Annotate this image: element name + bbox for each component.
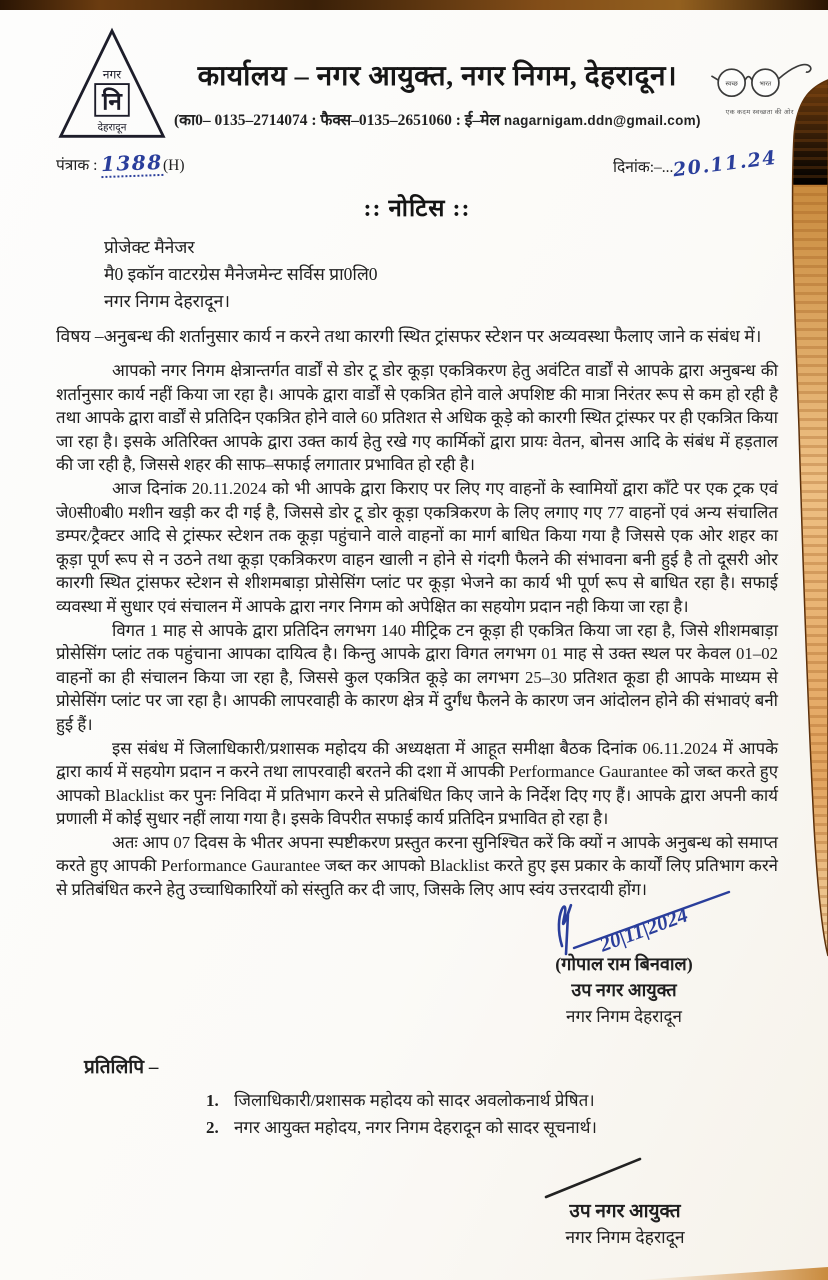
letter-number-handwritten: 1388 xyxy=(100,149,164,177)
recipient-block xyxy=(104,234,778,315)
signatory-title: उप नगर आयुक्त xyxy=(571,979,677,1000)
swachh-tagline: एक कदम स्वच्छता की ओर xyxy=(725,109,794,116)
scan-edge-right xyxy=(782,4,828,984)
subject-line xyxy=(56,323,778,349)
signatory-org: नगर निगम देहरादून xyxy=(566,1006,682,1026)
phone-fax-text: (का0– 0135–2714074 : फैक्स–0135–2651060 : ई–मेल xyxy=(174,112,500,129)
copy-item-2 xyxy=(206,1114,778,1141)
footer-signatory-org: नगर निगम देहरादून xyxy=(565,1226,685,1247)
logo-text-middle: नि xyxy=(102,88,122,116)
body-paragraph-1: आपको नगर निगम क्षेत्रान्तर्गत वार्डों से डोर टू डोर कूड़ा एकत्रिकरण हेतु अवंटित वार्डों से आपके द्वारा अनुबन्ध की शर्तानुसार कार्य नहीं किया जा रहा है। आपके द्वारा वार्डों से एकत्रित होने वाले अपशिष्ट की मात्रा निरंतर रूप से कम हो रही है तथा आपके द्वारा वार्डों से प्रतिदिन एकत्रित होने वाले 60 प्रतिशत से अधिक कूड़े को कारगी स्थित ट्रांस्फर पर ही एकत्रित किया जा रहा है। इसके अतिरिक्त आपके द्वारा उक्त कार्य हेतु रखे गए कार्मिकों द्वारा प्रायः वेतन, बोनस आदि के संबंध में हड़ताल की जा रही है, जिससे शहर की साफ–सफाई लगातार प्रभावित हो रही है। xyxy=(56,361,778,475)
letterhead xyxy=(56,26,794,149)
signature-block xyxy=(484,866,764,1027)
footer-signature-stroke-icon xyxy=(540,1155,650,1199)
scan-edge-bottom-corner xyxy=(638,1267,828,1280)
letterhead-center xyxy=(174,26,701,130)
nagar-nigam-logo xyxy=(56,26,174,149)
lens-text-1: स्वच्छ xyxy=(725,81,738,88)
reference-row xyxy=(56,146,779,182)
copies-list xyxy=(206,1087,778,1141)
copy-item-2-text: नगर आयुक्त महोदय, नगर निगम देहरादून को सादर सूचनार्थ। xyxy=(234,1117,597,1137)
copy-item-2-number: 2. xyxy=(206,1117,219,1137)
body-paragraph-4: इस संबंध में जिलाधिकारी/प्रशासक महोदय की अध्यक्षता में आहूत समीक्षा बैठक दिनांक 06.11.2024 में आपके द्वारा कार्य में सहयोग प्रदान न करने तथा लापरवाही बरतने की दशा में आपकी Performance Gaurantee को जब्त करते हुए आपको Blacklist कर पुनः निविदा में प्रतिभाग करने से प्रतिबंधित किए जाने के निर्देश दिए गए हैं। आपके द्वारा अपनी कार्य प्रणाली में कोई सुधार नहीं लाया गया है। इसके विपरीत सफाई कार्य प्रतिदिन प्रभावित हो रहा है। xyxy=(56,738,778,829)
signature-ink-icon xyxy=(504,866,744,958)
date-label: दिनांक:–... xyxy=(612,159,674,176)
date-handwritten: 20.11.24 xyxy=(672,146,779,182)
letter-date xyxy=(612,146,779,182)
copies-label: प्रतिलिपि – xyxy=(84,1056,159,1078)
letter-number-label: पंत्राक : xyxy=(56,157,98,174)
office-title: कार्यालय – नगर आयुक्त, नगर निगम, देहरादून। xyxy=(197,61,678,92)
contact-line xyxy=(174,108,701,130)
lens-text-2: भारत xyxy=(759,81,772,88)
body-paragraph-3: विगत 1 माह से आपके द्वारा प्रतिदिन लगभग 140 मीट्रिक टन कूड़ा ही एकत्रित किया जा रहा है, जिसे शीशमबाड़ा प्रोसेसिंग प्लांट तक पहुंचाना आपका दायित्व है। किन्तु आपके द्वारा विगत लगभग 01 माह से उक्त स्थल पर केवल 01–02 वाहनों का ही संचालन किया जा रहा है, जिससे कुल एकत्रित कूड़े का लगभग 25–30 प्रतिशत कूडा ही आपके माध्यम से प्रोसेसिंग प्लांट पर जा रहा है। आपकी लापरवाही के कारण क्षेत्र में दुर्गंध फैलने के कारण जन आंदोलन होने की संभावएं बनी हुई हैं। xyxy=(56,620,778,734)
recipient-line-1: प्रोजेक्ट मैनेजर xyxy=(104,237,195,257)
letter-number-suffix: (H) xyxy=(163,157,185,174)
recipient-line-2: मै0 इकॉन वाटरग्रेस मैनेजमेन्ट सर्विस प्रा0लि0 xyxy=(104,264,378,284)
logo-text-top: नगर xyxy=(102,67,122,82)
signature-date-handwritten: 20|11|2024 xyxy=(596,902,691,957)
subject-text: –अनुबन्ध की शर्तानुसार कार्य न करने तथा कारगी स्थित ट्रांसफर स्टेशन पर अव्यवस्था फैलाए जाने क संबंध में। xyxy=(94,326,762,346)
footer-signature-block xyxy=(500,1155,750,1249)
email-text: nagarnigam.ddn@gmail.com) xyxy=(503,113,701,128)
body-paragraph-5: अतः आप 07 दिवस के भीतर अपना स्पष्टीकरण प्रस्तुत करना सुनिश्चित करें कि क्यों न आपके अनुबन्ध को समाप्त करते हुए आपकी Performance Gaurantee जब्त कर आपको Blacklist करते हुए इस प्रकार के कार्यों लिए प्रतिभाग करने से प्रतिबंधित करने हेतु उच्चाधिकारियों को संस्तुति कर दी जाए, जिसके लिए आप स्वंय उत्तरदायी होंग। xyxy=(56,832,778,900)
recipient-line-3: नगर निगम देहरादून। xyxy=(104,291,230,311)
letter-number xyxy=(56,151,185,177)
signatory-name: (गोपाल राम बिनवाल) xyxy=(555,953,693,974)
footer-signatory-title: उप नगर आयुक्त xyxy=(569,1200,681,1222)
scan-edge-top xyxy=(0,0,828,10)
subject-label: विषय xyxy=(56,326,91,346)
body-paragraph-2: आज दिनांक 20.11.2024 को भी आपके द्वारा किराए पर लिए गए वाहनों के स्वामियों द्वारा काँटे पर एक ट्रक एवं जे0सी0बी0 मशीन खड़ी कर दी गई है, जिससे डोर टू डोर कूड़ा एकत्रिकरण के लिए लगाए गए 77 वाहनों एवं अन्य संचालित डम्पर/ट्रैक्टर आदि से ट्रांस्फर स्टेशन तक कूड़ा पहुंचाने वाले वाहनों का मार्ग बाधित किया गया है जिससे एक ओर शहर का कूड़ा पूर्ण रूप से न उठने तथा कूड़ा एकत्रिकरण वाहन खाली न होने से गंदगी फैलने की संभावना बनी हुई है तो दूसरी ओर कारगी स्थित ट्रांसफर स्टेशन से शीशमबाड़ा प्रोसेसिंग प्लांट पर कूड़ा भेजने का कार्य भी पूर्ण रूप से बाधित रहा है। सफाई व्यवस्था में सुधार एवं संचालन में आपके द्वारा नगर निगम को अपेक्षित का सहयोग प्रदान नही किया जा रहा है। xyxy=(56,478,778,616)
triangle-logo-icon xyxy=(56,26,168,144)
copies-section xyxy=(56,1053,778,1141)
copy-item-1-number: 1. xyxy=(206,1090,219,1110)
notice-heading: :: नोटिस :: xyxy=(363,196,471,222)
copy-item-1-text: जिलाधिकारी/प्रशासक महोदय को सादर अवलोकनार्थ प्रेषित। xyxy=(234,1090,595,1110)
logo-text-bottom: देहरादून xyxy=(97,122,127,134)
copy-item-1 xyxy=(206,1087,778,1114)
